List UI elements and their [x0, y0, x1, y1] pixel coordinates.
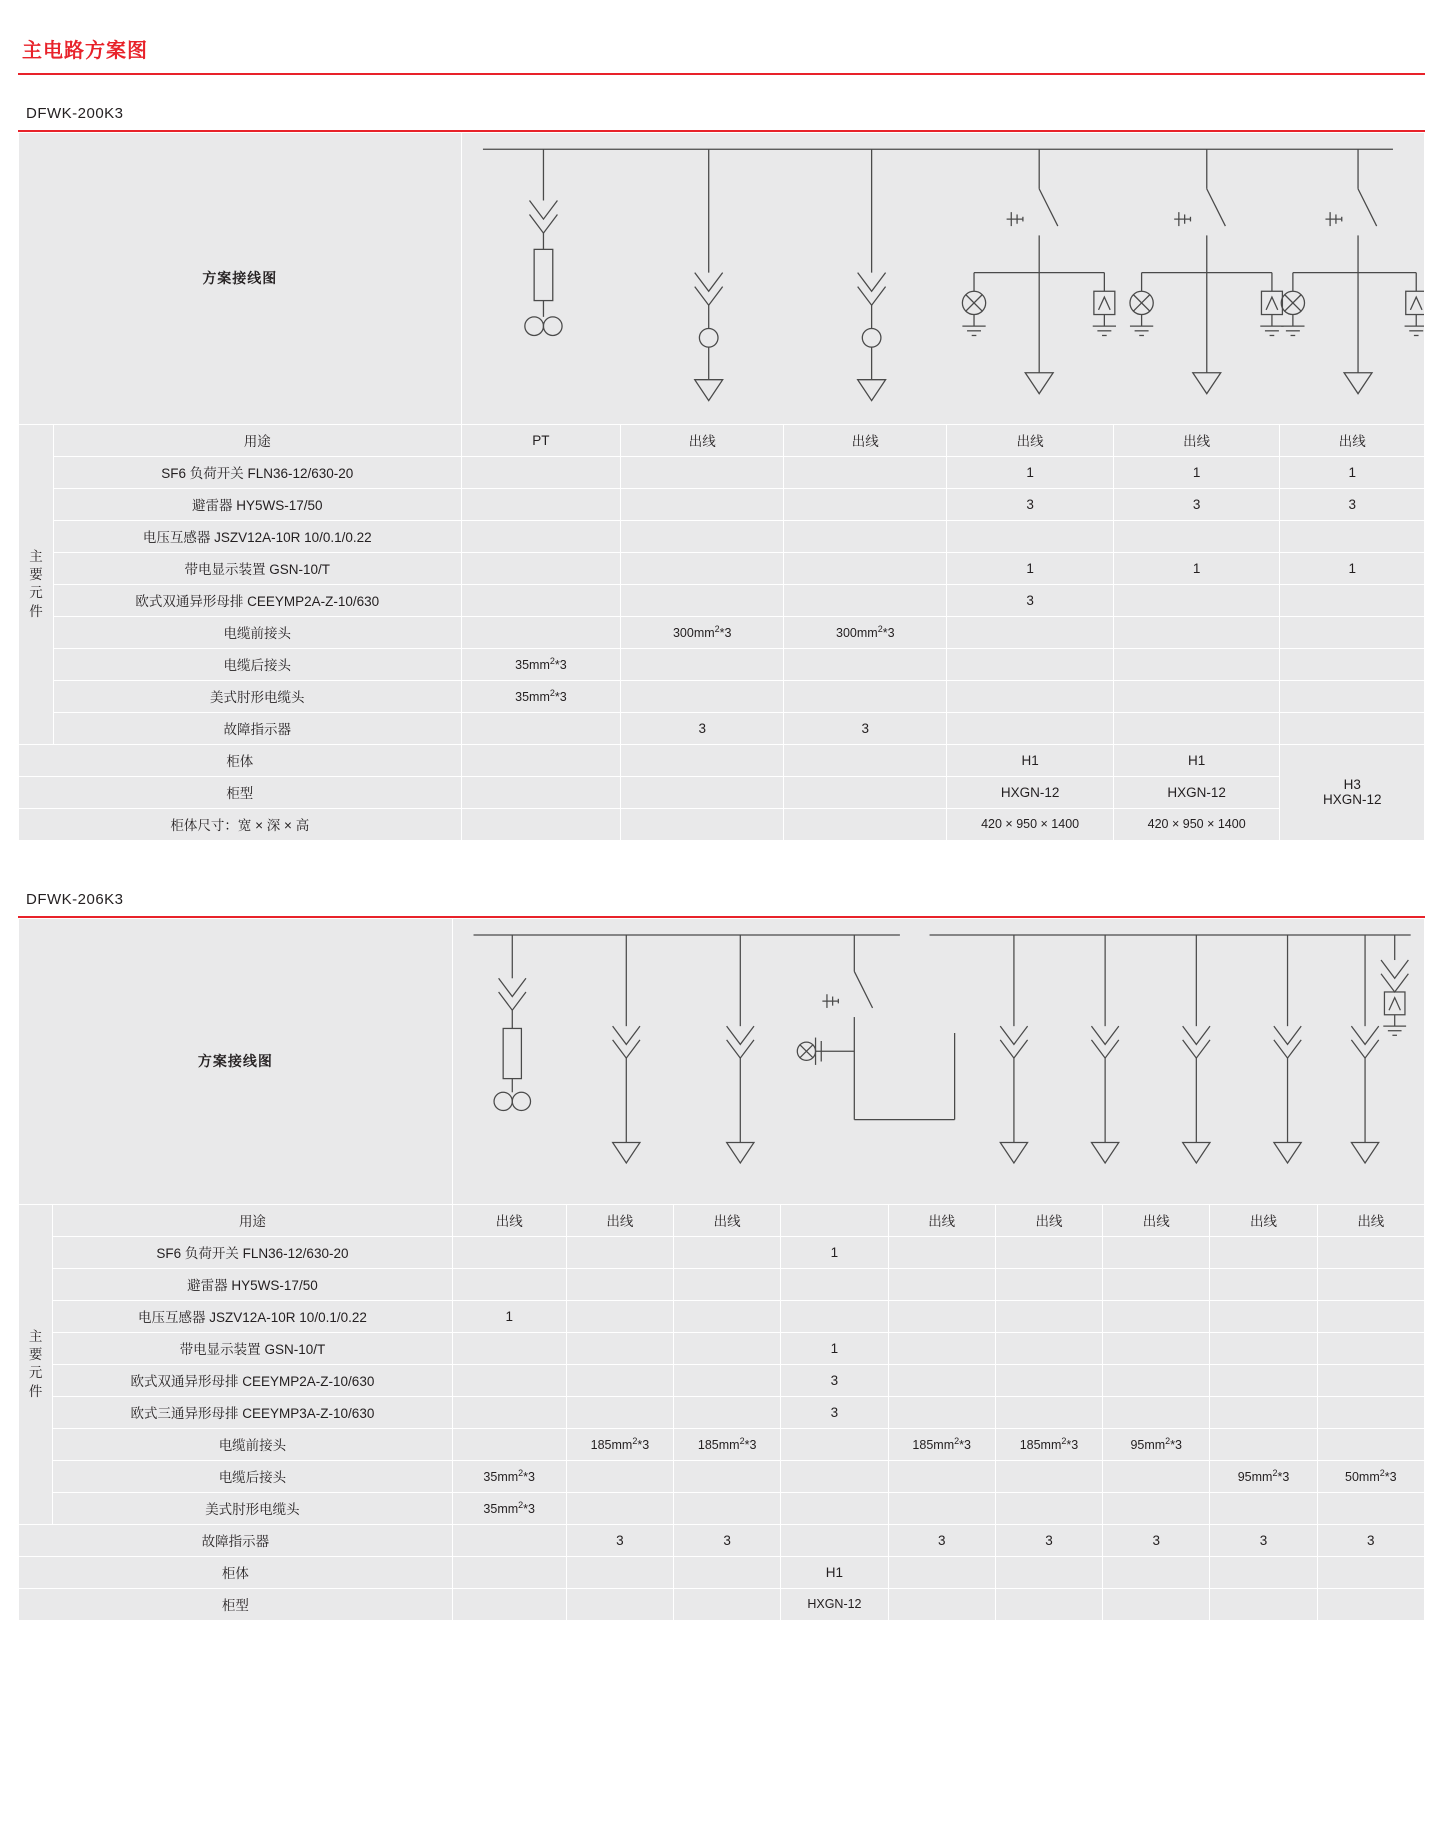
row-label: 欧式双通异形母排 CEEYMP2A-Z-10/630 — [53, 1364, 452, 1396]
cell: 出线 — [621, 424, 784, 456]
row-label: 电缆后接头 — [53, 1460, 452, 1492]
row-label: 电压互感器 JSZV12A-10R 10/0.1/0.22 — [53, 1300, 452, 1332]
cell — [461, 456, 621, 488]
cell — [461, 520, 621, 552]
cell — [1103, 1364, 1210, 1396]
cell — [1280, 584, 1425, 616]
cell — [566, 1396, 673, 1428]
diagram-row — [19, 918, 1425, 1204]
cell — [1210, 1332, 1317, 1364]
cell: 1 — [1280, 552, 1425, 584]
row-label: 电压互感器 JSZV12A-10R 10/0.1/0.22 — [53, 520, 461, 552]
cell — [888, 1364, 995, 1396]
cell — [461, 712, 621, 744]
cell — [1210, 1300, 1317, 1332]
cell — [888, 1588, 995, 1620]
cell — [888, 1396, 995, 1428]
cell: 出线 — [784, 424, 947, 456]
cell — [1210, 1588, 1317, 1620]
cell — [621, 584, 784, 616]
cell — [781, 1524, 888, 1556]
cell: $35mm^2*3$ — [461, 648, 621, 680]
cell: 3 — [1113, 488, 1280, 520]
cell: 3 — [566, 1524, 673, 1556]
cell — [452, 1364, 566, 1396]
cell — [784, 648, 947, 680]
cell-cabinet-merged — [1280, 744, 1425, 840]
cell: 3 — [947, 488, 1114, 520]
cell: HXGN-12 — [1113, 776, 1280, 808]
cell — [461, 776, 621, 808]
cell — [621, 776, 784, 808]
cell — [1210, 1268, 1317, 1300]
cell: $300mm^2*3$ — [621, 616, 784, 648]
row-label: SF6 负荷开关 FLN36-12/630-20 — [53, 1236, 452, 1268]
cell — [1210, 1556, 1317, 1588]
table-row — [19, 1364, 1425, 1396]
cell — [1103, 1588, 1210, 1620]
row-group-label: 主 要 元 件 — [19, 424, 54, 744]
section-model-label: DFWK-206K3 — [26, 890, 124, 908]
table-row — [19, 1268, 1425, 1300]
cell: 1 — [781, 1332, 888, 1364]
cell: 出线 — [566, 1204, 673, 1236]
cell — [1317, 1396, 1424, 1428]
row-label: 避雷器 HY5WS-17/50 — [53, 488, 461, 520]
cell — [1103, 1332, 1210, 1364]
cell — [995, 1332, 1102, 1364]
cell — [995, 1364, 1102, 1396]
cell — [781, 1204, 888, 1236]
cell: 出线 — [888, 1204, 995, 1236]
cell — [674, 1492, 781, 1524]
row-label: 美式肘形电缆头 — [53, 1492, 452, 1524]
cell — [1317, 1332, 1424, 1364]
cell: 420 × 950 × 1400 — [1113, 808, 1280, 840]
cell — [1210, 1428, 1317, 1460]
cell — [888, 1300, 995, 1332]
cell — [1103, 1396, 1210, 1428]
cell — [674, 1236, 781, 1268]
cell — [1113, 712, 1280, 744]
cell — [566, 1300, 673, 1332]
cabinet-type: HXGN-12 — [1322, 792, 1382, 808]
cell — [1280, 648, 1425, 680]
row-label: 故障指示器 — [19, 1524, 453, 1556]
cell: $185mm^2*3$ — [566, 1428, 673, 1460]
cell — [1317, 1236, 1424, 1268]
cell — [781, 1428, 888, 1460]
cell: $185mm^2*3$ — [995, 1428, 1102, 1460]
cell — [1113, 680, 1280, 712]
cell — [784, 456, 947, 488]
section-dfwk-206k3 — [18, 887, 1425, 1621]
section-dfwk-200k3 — [18, 101, 1425, 841]
cell — [1317, 1364, 1424, 1396]
table-row — [19, 1300, 1425, 1332]
cell — [621, 808, 784, 840]
cell: 1 — [947, 552, 1114, 584]
row-label: 柜体尺寸：宽 × 深 × 高 — [19, 808, 462, 840]
cabinet-code: H3 — [1343, 777, 1361, 793]
cell — [452, 1524, 566, 1556]
cell — [1280, 520, 1425, 552]
row-label: 柜型 — [19, 776, 462, 808]
cell — [621, 520, 784, 552]
cell: 出线 — [1113, 424, 1280, 456]
cell — [452, 1396, 566, 1428]
cell: $185mm^2*3$ — [674, 1428, 781, 1460]
cell — [995, 1268, 1102, 1300]
table-row — [19, 808, 1425, 840]
row-label: 电缆后接头 — [53, 648, 461, 680]
cell — [674, 1332, 781, 1364]
cell — [674, 1364, 781, 1396]
schematic-diagram-1 — [461, 133, 1424, 425]
cell — [674, 1396, 781, 1428]
table-row — [19, 488, 1425, 520]
cell — [947, 616, 1114, 648]
cell — [995, 1300, 1102, 1332]
table-row — [19, 520, 1425, 552]
cell — [461, 808, 621, 840]
row-label: 美式肘形电缆头 — [53, 680, 461, 712]
cell — [452, 1268, 566, 1300]
row-label: 电缆前接头 — [53, 616, 461, 648]
cell — [947, 520, 1114, 552]
cell — [566, 1492, 673, 1524]
cell — [888, 1268, 995, 1300]
cell — [784, 584, 947, 616]
cell: 出线 — [1280, 424, 1425, 456]
cell — [1103, 1460, 1210, 1492]
cell — [674, 1300, 781, 1332]
cell — [784, 552, 947, 584]
spec-table-2 — [18, 918, 1425, 1621]
cell — [888, 1236, 995, 1268]
cell — [888, 1492, 995, 1524]
cell — [566, 1332, 673, 1364]
cell — [1210, 1492, 1317, 1524]
cell: HXGN-12 — [781, 1588, 888, 1620]
cell — [1103, 1492, 1210, 1524]
table-row — [19, 456, 1425, 488]
cell: 420 × 950 × 1400 — [947, 808, 1114, 840]
cell: $35mm^2*3$ — [452, 1492, 566, 1524]
cell — [566, 1588, 673, 1620]
diagram-label: 方案接线图 — [19, 133, 462, 425]
cell — [784, 744, 947, 776]
cell: 出线 — [995, 1204, 1102, 1236]
cell — [621, 488, 784, 520]
cell: 3 — [621, 712, 784, 744]
cell: $35mm^2*3$ — [461, 680, 621, 712]
row-label: 故障指示器 — [53, 712, 461, 744]
cell — [621, 744, 784, 776]
cell: $95mm^2*3$ — [1210, 1460, 1317, 1492]
cell: 出线 — [947, 424, 1114, 456]
cell — [674, 1556, 781, 1588]
table-row — [19, 424, 1425, 456]
cell: $185mm^2*3$ — [888, 1428, 995, 1460]
cell: 出线 — [452, 1204, 566, 1236]
cell — [995, 1460, 1102, 1492]
cell — [1210, 1236, 1317, 1268]
cell — [995, 1556, 1102, 1588]
cell — [452, 1236, 566, 1268]
cell — [674, 1588, 781, 1620]
cell — [452, 1588, 566, 1620]
cell: 1 — [947, 456, 1114, 488]
cell — [1113, 520, 1280, 552]
cell — [1317, 1428, 1424, 1460]
cell — [781, 1300, 888, 1332]
cell — [995, 1492, 1102, 1524]
table-row — [19, 680, 1425, 712]
cell — [784, 808, 947, 840]
cell — [1103, 1236, 1210, 1268]
table-row — [19, 776, 1425, 808]
cell — [621, 552, 784, 584]
table-row — [19, 616, 1425, 648]
cell — [784, 488, 947, 520]
cell — [621, 680, 784, 712]
table-row — [19, 1332, 1425, 1364]
cell — [1103, 1556, 1210, 1588]
cell: 出线 — [1210, 1204, 1317, 1236]
row-group-label: 主 要 元 件 — [19, 1204, 53, 1524]
cell — [674, 1268, 781, 1300]
row-label: 柜体 — [19, 744, 462, 776]
cell — [566, 1460, 673, 1492]
cell — [1113, 648, 1280, 680]
cell — [621, 648, 784, 680]
cell: 3 — [995, 1524, 1102, 1556]
table-row — [19, 744, 1425, 776]
cell — [566, 1268, 673, 1300]
cell — [781, 1460, 888, 1492]
cell — [781, 1492, 888, 1524]
cell: HXGN-12 — [947, 776, 1114, 808]
cell — [674, 1460, 781, 1492]
cell — [995, 1588, 1102, 1620]
row-label: 避雷器 HY5WS-17/50 — [53, 1268, 452, 1300]
cell — [566, 1364, 673, 1396]
row-label: SF6 负荷开关 FLN36-12/630-20 — [53, 456, 461, 488]
cell: 3 — [781, 1364, 888, 1396]
cell: 出线 — [674, 1204, 781, 1236]
cell — [1317, 1268, 1424, 1300]
cell — [461, 744, 621, 776]
table-row — [19, 1588, 1425, 1620]
cell — [888, 1332, 995, 1364]
cell — [1280, 680, 1425, 712]
cell — [1103, 1300, 1210, 1332]
cell: 1 — [452, 1300, 566, 1332]
row-label: 用途 — [53, 1204, 452, 1236]
row-label: 带电显示装置 GSN-10/T — [53, 552, 461, 584]
table-row — [19, 1492, 1425, 1524]
cell — [461, 552, 621, 584]
row-label: 带电显示装置 GSN-10/T — [53, 1332, 452, 1364]
table-row — [19, 1396, 1425, 1428]
cell: 出线 — [1103, 1204, 1210, 1236]
cell: H1 — [781, 1556, 888, 1588]
cell — [461, 584, 621, 616]
diagram-label: 方案接线图 — [19, 918, 453, 1204]
cell: H1 — [947, 744, 1114, 776]
table-row — [19, 648, 1425, 680]
cell: 3 — [674, 1524, 781, 1556]
table-row — [19, 712, 1425, 744]
cell: 1 — [781, 1236, 888, 1268]
cell — [1103, 1268, 1210, 1300]
table-row — [19, 1460, 1425, 1492]
cell — [784, 680, 947, 712]
section-model-label: DFWK-200K3 — [26, 105, 124, 122]
row-label: 欧式双通异形母排 CEEYMP2A-Z-10/630 — [53, 584, 461, 616]
row-label: 柜体 — [19, 1556, 453, 1588]
cell — [1280, 616, 1425, 648]
cell — [947, 712, 1114, 744]
cell: 3 — [784, 712, 947, 744]
cell — [1210, 1364, 1317, 1396]
cell: PT — [461, 424, 621, 456]
table-row — [19, 1236, 1425, 1268]
cell: 3 — [1280, 488, 1425, 520]
page-title: 主电路方案图 — [22, 40, 148, 62]
cell — [566, 1556, 673, 1588]
cell — [784, 776, 947, 808]
cell — [888, 1556, 995, 1588]
cell — [947, 680, 1114, 712]
cell: $95mm^2*3$ — [1103, 1428, 1210, 1460]
cell: 3 — [888, 1524, 995, 1556]
cell — [1113, 616, 1280, 648]
cell: 3 — [781, 1396, 888, 1428]
cell — [1317, 1300, 1424, 1332]
cell — [995, 1396, 1102, 1428]
row-label: 电缆前接头 — [53, 1428, 452, 1460]
schematic-svg — [453, 919, 1424, 1204]
table-row — [19, 584, 1425, 616]
title-divider — [18, 73, 1425, 75]
cell: $300mm^2*3$ — [784, 616, 947, 648]
cell — [781, 1268, 888, 1300]
table-row — [19, 552, 1425, 584]
cell — [621, 456, 784, 488]
schematic-diagram-2 — [452, 918, 1424, 1204]
cell — [1113, 584, 1280, 616]
row-label: 柜型 — [19, 1588, 453, 1620]
cell — [995, 1236, 1102, 1268]
cell — [566, 1236, 673, 1268]
table-row — [19, 1428, 1425, 1460]
cell — [461, 488, 621, 520]
cell: 1 — [1113, 456, 1280, 488]
cell — [452, 1556, 566, 1588]
cell: 1 — [1113, 552, 1280, 584]
diagram-row — [19, 133, 1425, 425]
cell — [1317, 1556, 1424, 1588]
cell: 1 — [1280, 456, 1425, 488]
cell: 出线 — [1317, 1204, 1424, 1236]
table-row — [19, 1204, 1425, 1236]
cell — [452, 1428, 566, 1460]
cell — [1210, 1396, 1317, 1428]
cell — [888, 1460, 995, 1492]
row-label: 用途 — [53, 424, 461, 456]
cell: 3 — [1317, 1524, 1424, 1556]
cell — [1317, 1588, 1424, 1620]
cell — [461, 616, 621, 648]
cell — [947, 648, 1114, 680]
cell — [1317, 1492, 1424, 1524]
spec-table-1 — [18, 132, 1425, 841]
cell — [452, 1332, 566, 1364]
row-label: 欧式三通异形母排 CEEYMP3A-Z-10/630 — [53, 1396, 452, 1428]
cell: H1 — [1113, 744, 1280, 776]
schematic-svg — [462, 133, 1424, 424]
table-row — [19, 1524, 1425, 1556]
cell: 3 — [1210, 1524, 1317, 1556]
cell: 3 — [947, 584, 1114, 616]
cell — [784, 520, 947, 552]
cell: $35mm^2*3$ — [452, 1460, 566, 1492]
table-row — [19, 1556, 1425, 1588]
cell — [1280, 712, 1425, 744]
cell: 3 — [1103, 1524, 1210, 1556]
cell: $50mm^2*3$ — [1317, 1460, 1424, 1492]
